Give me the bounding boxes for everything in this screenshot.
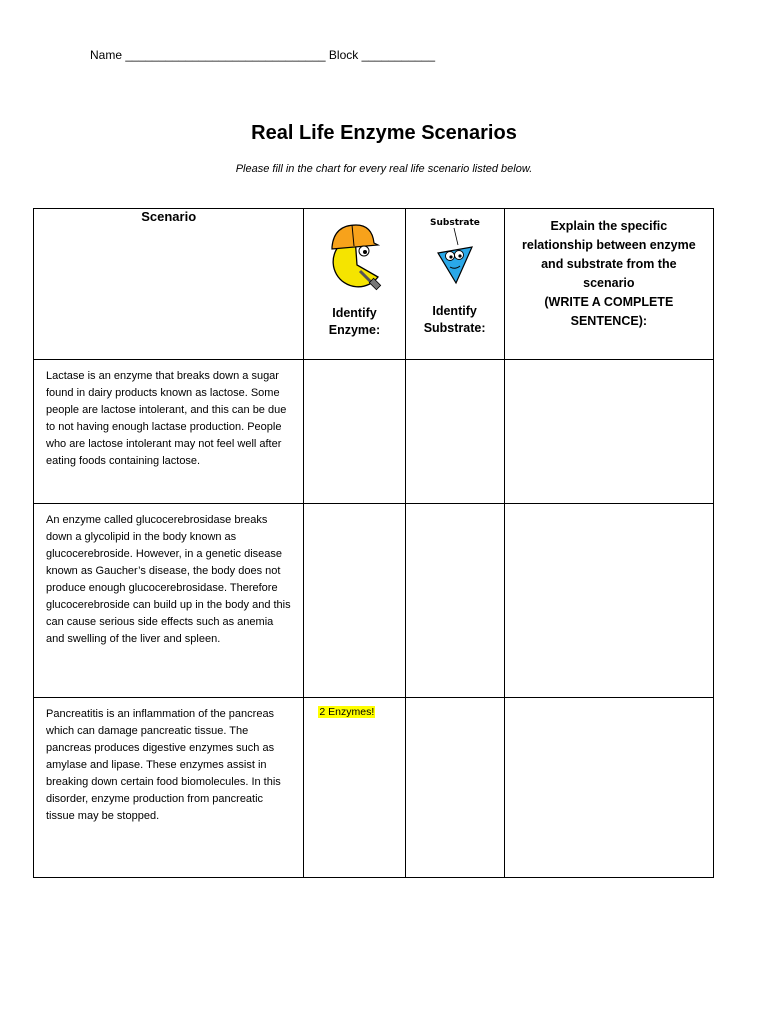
substrate-answer-cell[interactable] bbox=[405, 504, 504, 698]
explanation-answer-cell[interactable] bbox=[504, 360, 713, 504]
scenario-cell bbox=[34, 360, 304, 504]
table-row bbox=[34, 698, 714, 878]
table-row bbox=[34, 504, 714, 698]
scenario-text-gaucher: An enzyme called glucocerebrosidase breaks down a glycolipid in the body known as glucocerebroside. However, in a genetic disease known as Gaucher’s disease, the body does not produce enough glucocerebrosidase. Therefore glucocerebroside can build up in the body and this can cause serious side effects such as anemia and swelling of the liver and spleen. bbox=[46, 514, 291, 645]
enzyme-label-line2: Enzyme: bbox=[328, 323, 381, 337]
substrate-label-line1: Identify bbox=[432, 304, 477, 318]
substrate-tag: Substrate bbox=[429, 218, 480, 228]
enzyme-note-highlight: 2 Enzymes! bbox=[319, 706, 375, 718]
page-title: Real Life Enzyme Scenarios bbox=[251, 122, 517, 144]
scenario-table bbox=[33, 208, 714, 878]
block-label: Block bbox=[328, 48, 359, 62]
enzyme-answer-cell[interactable] bbox=[304, 698, 405, 878]
enzyme-answer-cell[interactable] bbox=[304, 504, 405, 698]
name-label: Name bbox=[90, 48, 123, 62]
substrate-label-line2: Substrate: bbox=[423, 321, 486, 335]
enzyme-label-line1: Identify bbox=[332, 306, 377, 320]
explain-line4: scenario bbox=[583, 276, 635, 290]
explain-line3: and substrate from the bbox=[541, 257, 677, 271]
enzyme-icon bbox=[328, 221, 382, 297]
explain-line5: (WRITE A COMPLETE bbox=[544, 295, 674, 309]
substrate-icon bbox=[426, 213, 486, 289]
substrate-answer-cell[interactable] bbox=[405, 698, 504, 878]
name-blank[interactable]: ______________________________ bbox=[125, 48, 326, 62]
block-blank[interactable]: ___________ bbox=[361, 48, 436, 62]
scenario-text-lactase: Lactase is an enzyme that breaks down a sugar found in dairy products known as lactose. Some people are lactose intolerant, and this can be due to not having enough lactase production. People who are lactose intolerant may not feel well after eating foods containing lactose. bbox=[46, 370, 287, 467]
table-header-row bbox=[34, 209, 714, 360]
table-row bbox=[34, 360, 714, 504]
explain-line1: Explain the specific bbox=[550, 219, 668, 233]
explain-line6: SENTENCE): bbox=[570, 314, 648, 328]
header-scenario: Scenario bbox=[34, 209, 304, 360]
name-block-line bbox=[90, 48, 435, 62]
explanation-answer-cell[interactable] bbox=[504, 698, 713, 878]
scenario-text-pancreatitis: Pancreatitis is an inflammation of the pancreas which can damage pancreatic tissue. The pancreas produces digestive enzymes such as amylase and lipase. These enzymes assist in breaking down certain food biomolecules. In this disorder, enzyme production from pancreatic tissue may be stopped. bbox=[46, 708, 281, 822]
scenario-cell bbox=[34, 504, 304, 698]
explain-line2: relationship between enzyme bbox=[522, 238, 696, 252]
header-enzyme bbox=[304, 209, 405, 360]
substrate-answer-cell[interactable] bbox=[405, 360, 504, 504]
header-substrate bbox=[405, 209, 504, 360]
enzyme-answer-cell[interactable] bbox=[304, 360, 405, 504]
instructions: Please fill in the chart for every real life scenario listed below. bbox=[235, 163, 533, 175]
explanation-answer-cell[interactable] bbox=[504, 504, 713, 698]
header-explain bbox=[504, 209, 713, 360]
scenario-cell bbox=[34, 698, 304, 878]
